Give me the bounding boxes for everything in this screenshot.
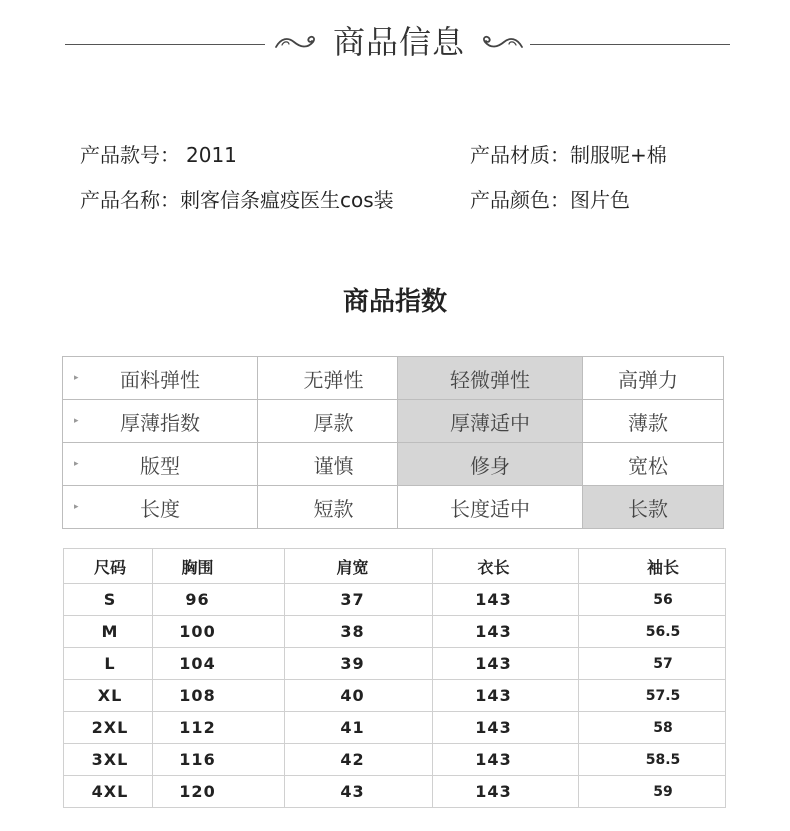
index-option-cell: 轻微弹性: [398, 357, 583, 400]
chest-cell: 96: [153, 584, 285, 616]
length-cell: 143: [433, 680, 579, 712]
triangle-right-icon: ▸: [74, 416, 79, 426]
length-cell: 143: [433, 776, 579, 808]
page-title: 商品信息: [332, 23, 465, 61]
chest-cell: 112: [153, 712, 285, 744]
column-header-length: 衣长: [433, 549, 579, 584]
index-option-cell: 高弹力: [583, 357, 724, 400]
info-style-number: [80, 141, 237, 169]
index-attribute-cell: [63, 443, 258, 486]
triangle-right-icon: ▸: [74, 502, 79, 512]
index-option-cell: 修身: [398, 443, 583, 486]
table-row: [64, 584, 726, 616]
sleeve-cell: 58.5: [579, 744, 726, 776]
triangle-right-icon: ▸: [74, 459, 79, 469]
chest-cell: 104: [153, 648, 285, 680]
sleeve-cell: 56: [579, 584, 726, 616]
sleeve-cell: 57: [579, 648, 726, 680]
table-row: [64, 680, 726, 712]
size-chart-header-row: [64, 549, 726, 584]
index-option-cell: 长度适中: [398, 486, 583, 529]
column-header-shoulder: 肩宽: [285, 549, 433, 584]
table-row: [64, 744, 726, 776]
table-row: [64, 616, 726, 648]
index-attribute-label: 厚薄指数: [120, 410, 200, 435]
index-option-cell: 长款: [583, 486, 724, 529]
size-cell: 3XL: [64, 744, 153, 776]
title-divider-right: [530, 44, 730, 45]
index-attribute-label: 版型: [140, 453, 180, 478]
index-attribute-label: 长度: [140, 496, 180, 521]
table-row: [64, 712, 726, 744]
sleeve-cell: 57.5: [579, 680, 726, 712]
shoulder-cell: 37: [285, 584, 433, 616]
shoulder-cell: 41: [285, 712, 433, 744]
size-cell: L: [64, 648, 153, 680]
index-option-cell: 谨慎: [258, 443, 398, 486]
size-cell: M: [64, 616, 153, 648]
info-material: [470, 141, 667, 169]
index-row-elasticity: [63, 357, 724, 400]
shoulder-cell: 40: [285, 680, 433, 712]
index-attribute-cell: [63, 486, 258, 529]
chest-cell: 120: [153, 776, 285, 808]
sleeve-cell: 59: [579, 776, 726, 808]
length-cell: 143: [433, 648, 579, 680]
info-value: 刺客信条瘟疫医生cos装: [180, 188, 394, 212]
shoulder-cell: 38: [285, 616, 433, 648]
index-option-cell: 薄款: [583, 400, 724, 443]
chest-cell: 116: [153, 744, 285, 776]
size-cell: XL: [64, 680, 153, 712]
triangle-right-icon: ▸: [74, 373, 79, 383]
info-value: 图片色: [570, 188, 630, 212]
product-index-table: [62, 356, 724, 529]
info-value: 2011: [186, 143, 237, 167]
shoulder-cell: 42: [285, 744, 433, 776]
index-option-cell: 厚薄适中: [398, 400, 583, 443]
sleeve-cell: 56.5: [579, 616, 726, 648]
info-value: 制服呢+棉: [570, 143, 667, 167]
swirl-ornament-icon: [477, 33, 525, 53]
info-label: 产品名称：: [80, 188, 180, 212]
column-header-size: 尺码: [64, 549, 153, 584]
size-cell: 2XL: [64, 712, 153, 744]
shoulder-cell: 39: [285, 648, 433, 680]
table-row: [64, 776, 726, 808]
index-option-cell: 无弹性: [258, 357, 398, 400]
size-cell: S: [64, 584, 153, 616]
table-row: [64, 648, 726, 680]
index-attribute-cell: [63, 357, 258, 400]
index-option-cell: 厚款: [258, 400, 398, 443]
column-header-chest: 胸围: [153, 549, 285, 584]
chest-cell: 108: [153, 680, 285, 712]
length-cell: 143: [433, 712, 579, 744]
index-section-title: 商品指数: [342, 287, 447, 317]
info-label: 产品款号：: [80, 143, 180, 167]
info-label: 产品材质：: [470, 143, 570, 167]
index-row-fit: [63, 443, 724, 486]
index-option-cell: 宽松: [583, 443, 724, 486]
title-divider-left: [65, 44, 265, 45]
info-label: 产品颜色：: [470, 188, 570, 212]
length-cell: 143: [433, 584, 579, 616]
sleeve-cell: 58: [579, 712, 726, 744]
index-option-cell: 短款: [258, 486, 398, 529]
index-row-thickness: [63, 400, 724, 443]
index-row-length: [63, 486, 724, 529]
info-product-name: [80, 186, 394, 214]
length-cell: 143: [433, 744, 579, 776]
index-attribute-cell: [63, 400, 258, 443]
size-chart-table: [63, 548, 726, 808]
length-cell: 143: [433, 616, 579, 648]
size-cell: 4XL: [64, 776, 153, 808]
column-header-sleeve: 袖长: [579, 549, 726, 584]
shoulder-cell: 43: [285, 776, 433, 808]
info-color: [470, 186, 630, 214]
index-attribute-label: 面料弹性: [120, 367, 200, 392]
chest-cell: 100: [153, 616, 285, 648]
